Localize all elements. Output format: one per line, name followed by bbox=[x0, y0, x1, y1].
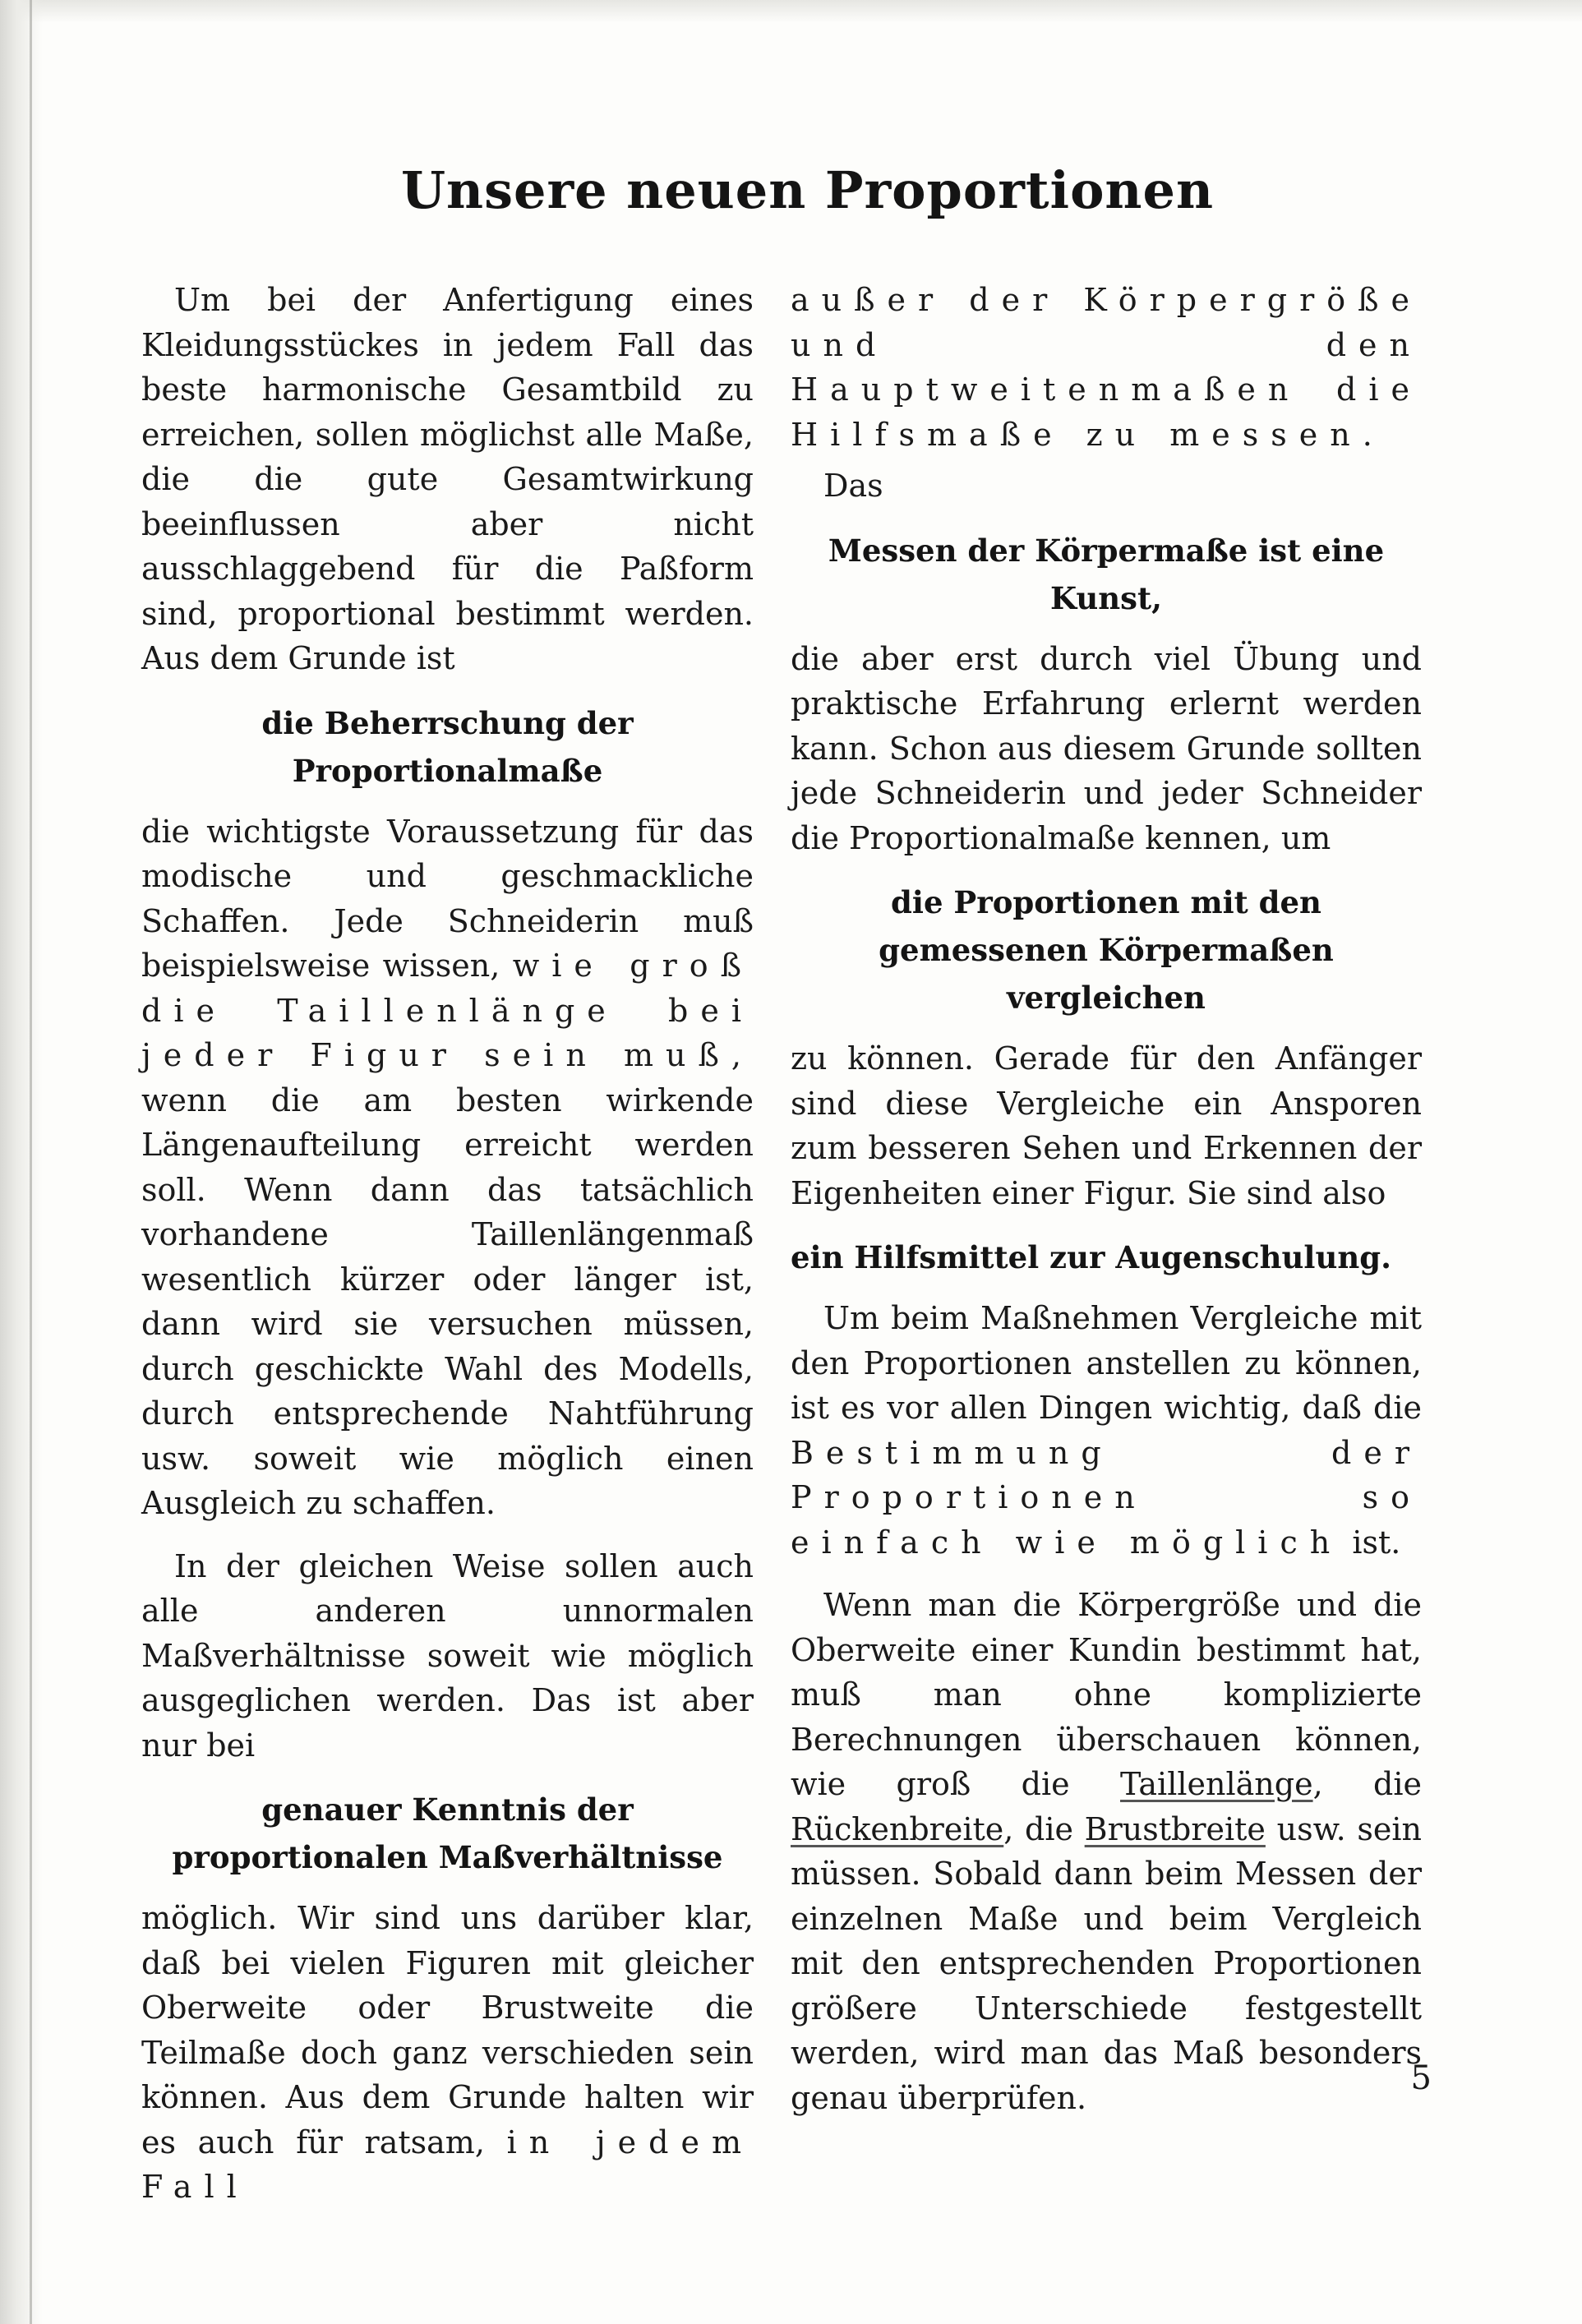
right-paragraph-5-start: Wenn man die Körpergröße und die Oberweite einer Kundin bestimmt hat, muß man ohne komplizierte Berechnungen überschauen können, wie groß die bbox=[791, 1587, 1422, 1802]
underlined-brustbreite: Brustbreite bbox=[1084, 1810, 1266, 1847]
right-paragraph-1-spaced: außer der Körpergröße und den Hauptweitenmaßen die Hilfsmaße zu messen. bbox=[791, 282, 1422, 453]
underlined-rueckenbreite: Rückenbreite bbox=[791, 1810, 1004, 1847]
page-edge-left-shade bbox=[0, 0, 43, 2324]
page-number: 5 bbox=[1410, 2059, 1432, 2097]
left-column bbox=[141, 278, 754, 2210]
right-paragraph-3: zu können. Gerade für den Anfänger sind diese Vergleiche ein Ansporen zum besseren Sehen und Erkennen der Eigenheiten einer Figur. Sie sind also bbox=[791, 1040, 1422, 1211]
left-paragraph-2-end: wenn die am besten wirkende Längenaufteilung erreicht werden soll. Wenn dann das tatsächlich vorhandene Taillenlängenmaß wesentlich kürzer oder länger ist, dann wird sie versuchen müssen, durch geschickte Wahl des Modells, durch entsprechende Nahtführung usw. soweit wie möglich einen Ausgleich zu schaffen. bbox=[141, 1081, 754, 1521]
right-paragraph-5-end: usw. sein müssen. Sobald dann beim Messen der einzelnen Maße und beim Vergleich mit den entsprechenden Proportionen größere Unterschiede festgestellt werden, wird man das Maß besonders genau überprüfen. bbox=[791, 1810, 1422, 2116]
left-paragraph-4-spaced: in jedem Fall bbox=[141, 2123, 754, 2205]
right-paragraph-5 bbox=[791, 1583, 1422, 2120]
left-paragraph-4-start: möglich. Wir sind uns darüber klar, daß bei vielen Figuren mit gleicher Oberweite oder Brustweite die Teilmaße doch ganz verschieden sein können. Aus dem Grunde halten wir es auch für ratsam, bbox=[141, 1900, 754, 2160]
right-heading-1: Messen der Körpermaße ist eine Kunst, bbox=[828, 532, 1385, 616]
left-paragraph-3: In der gleichen Weise sollen auch alle anderen unnormalen Maßverhältnisse soweit wie möglich ausgeglichen werden. Das ist aber nur bei bbox=[141, 1547, 754, 1764]
right-paragraph-4-start: Um beim Maßnehmen Vergleiche mit den Proportionen anstellen zu können, ist es vor allen Dingen wichtig, daß die bbox=[791, 1300, 1422, 1426]
right-paragraph-1-das: Das bbox=[823, 468, 883, 504]
right-paragraph-1 bbox=[791, 278, 1422, 457]
page-binding-edge bbox=[30, 0, 32, 2324]
right-paragraph-4 bbox=[791, 1296, 1422, 1565]
left-paragraph-4 bbox=[141, 1896, 754, 2210]
right-column bbox=[791, 278, 1422, 2120]
left-paragraph-2-start: die wichtigste Voraussetzung für das modische und geschmackliche Schaffen. Jede Schneiderin muß beispielsweise wissen, bbox=[141, 813, 754, 984]
left-heading-2: genauer Kenntnis der proportionalen Maßverhältnisse bbox=[172, 1791, 723, 1875]
left-paragraph-2 bbox=[141, 809, 754, 1526]
right-paragraph-5-mid-1: , die bbox=[1312, 1766, 1422, 1802]
underlined-taillenlaenge: Taillenlänge bbox=[1120, 1766, 1313, 1802]
left-heading-1: die Beherrschung der Proportionalmaße bbox=[261, 704, 634, 789]
page-title: Unsere neuen Proportionen bbox=[400, 160, 1215, 220]
right-paragraph-4-spaced: Bestimmung der Proportionen so einfach wie möglich bbox=[791, 1434, 1422, 1561]
left-paragraph-2-spaced: wie groß die Taillenlänge bei jeder Figur sein muß, bbox=[141, 948, 754, 1073]
right-paragraph-4-end: ist. bbox=[1352, 1524, 1401, 1561]
left-paragraph-1: Um bei der Anfertigung eines Kleidungsstückes in jedem Fall das beste harmonische Gesamtbild zu erreichen, sollen möglichst alle Maße, die die gute Gesamtwirkung beeinflussen aber nicht ausschlaggebend für die Paßform sind, proportional bestimmt werden. Aus dem Grunde ist bbox=[141, 282, 754, 676]
page-edge-top-shade bbox=[0, 0, 1582, 23]
right-paragraph-2: die aber erst durch viel Übung und praktische Erfahrung erlernt werden kann. Schon aus diesem Grunde sollten jede Schneiderin und jeder Schneider die Proportionalmaße kennen, um bbox=[791, 640, 1422, 856]
right-heading-2: die Proportionen mit den gemessenen Körpermaßen vergleichen bbox=[879, 884, 1334, 1016]
right-heading-3: ein Hilfsmittel zur Augenschulung. bbox=[791, 1239, 1392, 1275]
right-paragraph-5-mid-2: , die bbox=[1003, 1810, 1073, 1847]
